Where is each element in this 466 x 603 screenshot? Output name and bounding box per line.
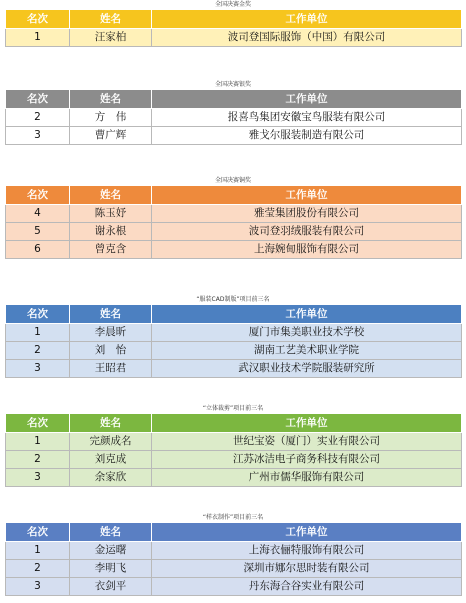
name-cell: 方 伟 [70, 109, 152, 127]
rank-cell: 2 [6, 451, 70, 469]
table-header [6, 523, 462, 542]
workplace-header: 工作单位 [152, 10, 462, 29]
rank-cell: 5 [6, 223, 70, 241]
section-caption: 全国决赛金奖 [214, 1, 251, 8]
rank-cell: 1 [6, 433, 70, 451]
table-header [6, 90, 462, 109]
name-cell: 刘 怡 [70, 342, 152, 360]
name-cell: 刘克成 [70, 451, 152, 469]
rank-cell: 3 [6, 578, 70, 596]
workplace-cell: 世纪宝姿（厦门）实业有限公司 [152, 433, 462, 451]
name-cell: 汪家柏 [70, 29, 152, 47]
award-table [5, 185, 462, 259]
rank-cell: 2 [6, 342, 70, 360]
rank-cell: 3 [6, 127, 70, 145]
table-header [6, 10, 462, 29]
workplace-cell: 雅莹集团股份有限公司 [152, 205, 462, 223]
section-silver [5, 80, 461, 145]
name-cell: 李明飞 [70, 560, 152, 578]
workplace-cell: 报喜鸟集团安徽宝鸟服装有限公司 [152, 109, 462, 127]
award-table [5, 413, 462, 487]
rank-cell: 6 [6, 241, 70, 259]
rank-header: 名次 [6, 523, 70, 542]
table-row [6, 324, 462, 342]
rank-cell: 1 [6, 542, 70, 560]
name-header: 姓名 [70, 414, 152, 433]
table-row [6, 241, 462, 259]
rank-cell: 2 [6, 109, 70, 127]
table-row [6, 29, 462, 47]
name-cell: 曾克含 [70, 241, 152, 259]
table-row [6, 127, 462, 145]
award-table [5, 9, 462, 47]
table-row [6, 451, 462, 469]
name-cell: 衣剑平 [70, 578, 152, 596]
rank-cell: 3 [6, 360, 70, 378]
table-row [6, 560, 462, 578]
table-row [6, 109, 462, 127]
section-caption: “立体裁剪”项目前三名 [202, 405, 264, 412]
section-caption: “样衣制作”项目前三名 [202, 514, 264, 521]
name-header: 姓名 [70, 10, 152, 29]
table-row [6, 342, 462, 360]
table-row [6, 542, 462, 560]
workplace-cell: 武汉职业技术学院服装研究所 [152, 360, 462, 378]
workplace-cell: 江苏冰洁电子商务科技有限公司 [152, 451, 462, 469]
name-cell: 完颜成名 [70, 433, 152, 451]
rank-cell: 1 [6, 29, 70, 47]
workplace-cell: 厦门市集美职业技术学校 [152, 324, 462, 342]
name-header: 姓名 [70, 305, 152, 324]
rank-header: 名次 [6, 90, 70, 109]
section-caption: “服装CAD制版”项目前三名 [196, 296, 270, 303]
award-table [5, 522, 462, 596]
section-bronze [5, 176, 461, 259]
table-row [6, 223, 462, 241]
workplace-header: 工作单位 [152, 523, 462, 542]
table-row [6, 469, 462, 487]
table-header [6, 414, 462, 433]
rank-cell: 2 [6, 560, 70, 578]
name-cell: 曹广辉 [70, 127, 152, 145]
rank-cell: 4 [6, 205, 70, 223]
name-cell: 李晨昕 [70, 324, 152, 342]
workplace-header: 工作单位 [152, 305, 462, 324]
name-header: 姓名 [70, 186, 152, 205]
name-cell: 谢永根 [70, 223, 152, 241]
section-sample-making [5, 513, 461, 596]
rank-cell: 1 [6, 324, 70, 342]
award-table [5, 89, 462, 145]
table-row [6, 578, 462, 596]
table-row [6, 433, 462, 451]
table-row [6, 205, 462, 223]
workplace-cell: 波司登国际服饰（中国）有限公司 [152, 29, 462, 47]
name-cell: 余家欣 [70, 469, 152, 487]
award-table [5, 304, 462, 378]
rank-cell: 3 [6, 469, 70, 487]
name-header: 姓名 [70, 90, 152, 109]
workplace-cell: 湖南工艺美术职业学院 [152, 342, 462, 360]
workplace-cell: 上海衣俪特服饰有限公司 [152, 542, 462, 560]
name-header: 姓名 [70, 523, 152, 542]
name-cell: 金运曙 [70, 542, 152, 560]
section-caption: 全国决赛银奖 [214, 81, 251, 88]
workplace-cell: 雅戈尔服装制造有限公司 [152, 127, 462, 145]
table-header [6, 186, 462, 205]
table-row [6, 360, 462, 378]
rank-header: 名次 [6, 414, 70, 433]
section-cad-pattern [5, 295, 461, 378]
rank-header: 名次 [6, 305, 70, 324]
workplace-header: 工作单位 [152, 90, 462, 109]
workplace-cell: 深圳市娜尔思时装有限公司 [152, 560, 462, 578]
name-cell: 王昭君 [70, 360, 152, 378]
table-header [6, 305, 462, 324]
section-caption: 全国决赛铜奖 [214, 177, 251, 184]
workplace-cell: 波司登羽绒服装有限公司 [152, 223, 462, 241]
workplace-cell: 广州市儒华服饰有限公司 [152, 469, 462, 487]
workplace-header: 工作单位 [152, 414, 462, 433]
workplace-header: 工作单位 [152, 186, 462, 205]
section-gold [5, 0, 461, 47]
name-cell: 陈玉妤 [70, 205, 152, 223]
rank-header: 名次 [6, 10, 70, 29]
workplace-cell: 丹东海合谷实业有限公司 [152, 578, 462, 596]
rank-header: 名次 [6, 186, 70, 205]
workplace-cell: 上海婉甸服饰有限公司 [152, 241, 462, 259]
section-draping [5, 404, 461, 487]
